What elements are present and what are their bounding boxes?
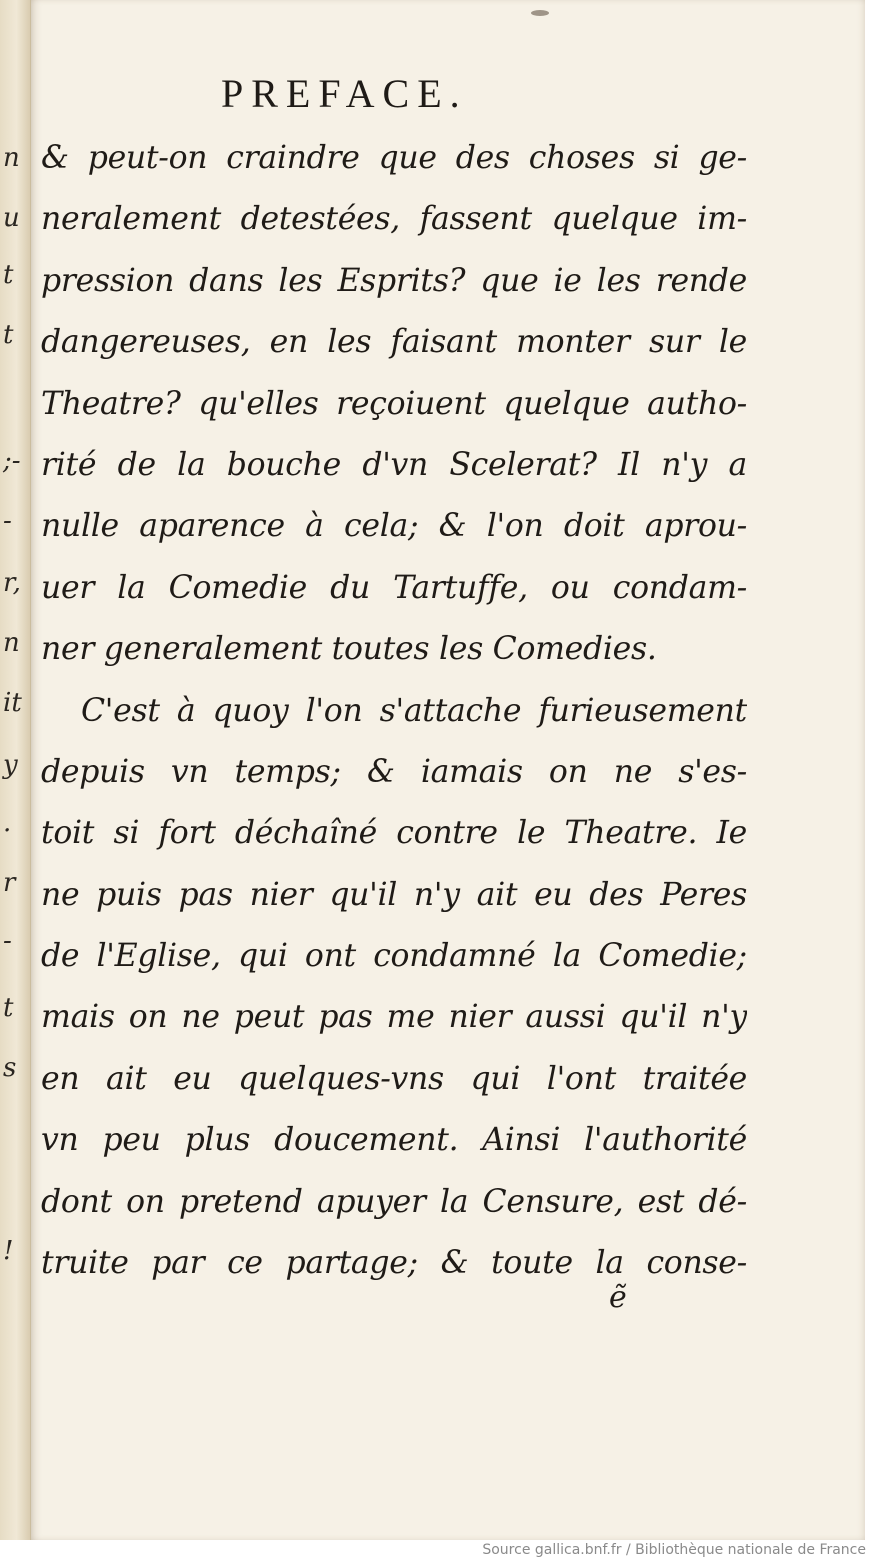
text-line: vn peu plus doucement. Ainsi l'authorité [41, 1122, 747, 1159]
book-page [31, 0, 865, 1540]
text-line: dangereuses, en les faisant monter sur le [41, 324, 747, 361]
margin-glyph: t [3, 260, 14, 290]
text-line: depuis vn temps; & iamais on ne s'es- [41, 753, 747, 790]
margin-glyph: n [3, 628, 20, 658]
text-line: pression dans les Esprits? que ie les rende [41, 262, 747, 299]
body-text [41, 128, 747, 1294]
text-line: ner generalement toutes les Comedies. [41, 631, 657, 668]
running-header: PREFACE. [221, 71, 468, 116]
catchword: ẽ [609, 1280, 627, 1315]
margin-glyph: . [3, 808, 12, 838]
margin-glyph: y [3, 750, 18, 780]
margin-glyph: it [3, 688, 22, 718]
margin-glyph: n [3, 143, 20, 173]
previous-page-margin-text [0, 0, 30, 1540]
margin-glyph: - [3, 926, 12, 956]
page-top-mark [531, 10, 549, 16]
margin-glyph: r, [3, 568, 21, 598]
margin-glyph: ! [3, 1236, 14, 1266]
margin-glyph: ;- [3, 446, 21, 476]
text-line: mais on ne peut pas me nier aussi qu'il n'y [41, 999, 747, 1036]
text-line: C'est à quoy l'on s'attache furieusement [81, 692, 747, 729]
margin-glyph: s [3, 1053, 17, 1083]
margin-glyph: - [3, 506, 12, 536]
text-line: neralement detestées, fassent quelque im- [41, 201, 747, 238]
text-line: de l'Eglise, qui ont condamné la Comedie; [41, 938, 747, 975]
text-line: rité de la bouche d'vn Scelerat? Il n'y a [41, 446, 747, 483]
source-credit: Source gallica.bnf.fr / Bibliothèque nationale de France [482, 1542, 866, 1558]
text-line: nulle aparence à cela; & l'on doit aprou- [41, 508, 747, 545]
text-line: Theatre? qu'elles reçoiuent quelque autho- [41, 385, 747, 422]
text-line: ne puis pas nier qu'il n'y ait eu des Peres [41, 876, 747, 913]
text-line: uer la Comedie du Tartuffe, ou condam- [41, 569, 747, 606]
text-line: toit si fort déchaîné contre le Theatre. Ie [41, 815, 747, 852]
margin-glyph: t [3, 993, 14, 1023]
text-line: truite par ce partage; & toute la conse- [41, 1245, 747, 1282]
text-line: & peut-on craindre que des choses si ge- [41, 140, 747, 176]
text-line: en ait eu quelques-vns qui l'ont traitée [41, 1060, 747, 1097]
margin-glyph: r [3, 868, 16, 898]
margin-glyph: u [3, 203, 20, 233]
text-line: dont on pretend apuyer la Censure, est dé- [41, 1183, 747, 1220]
margin-glyph: t [3, 320, 14, 350]
